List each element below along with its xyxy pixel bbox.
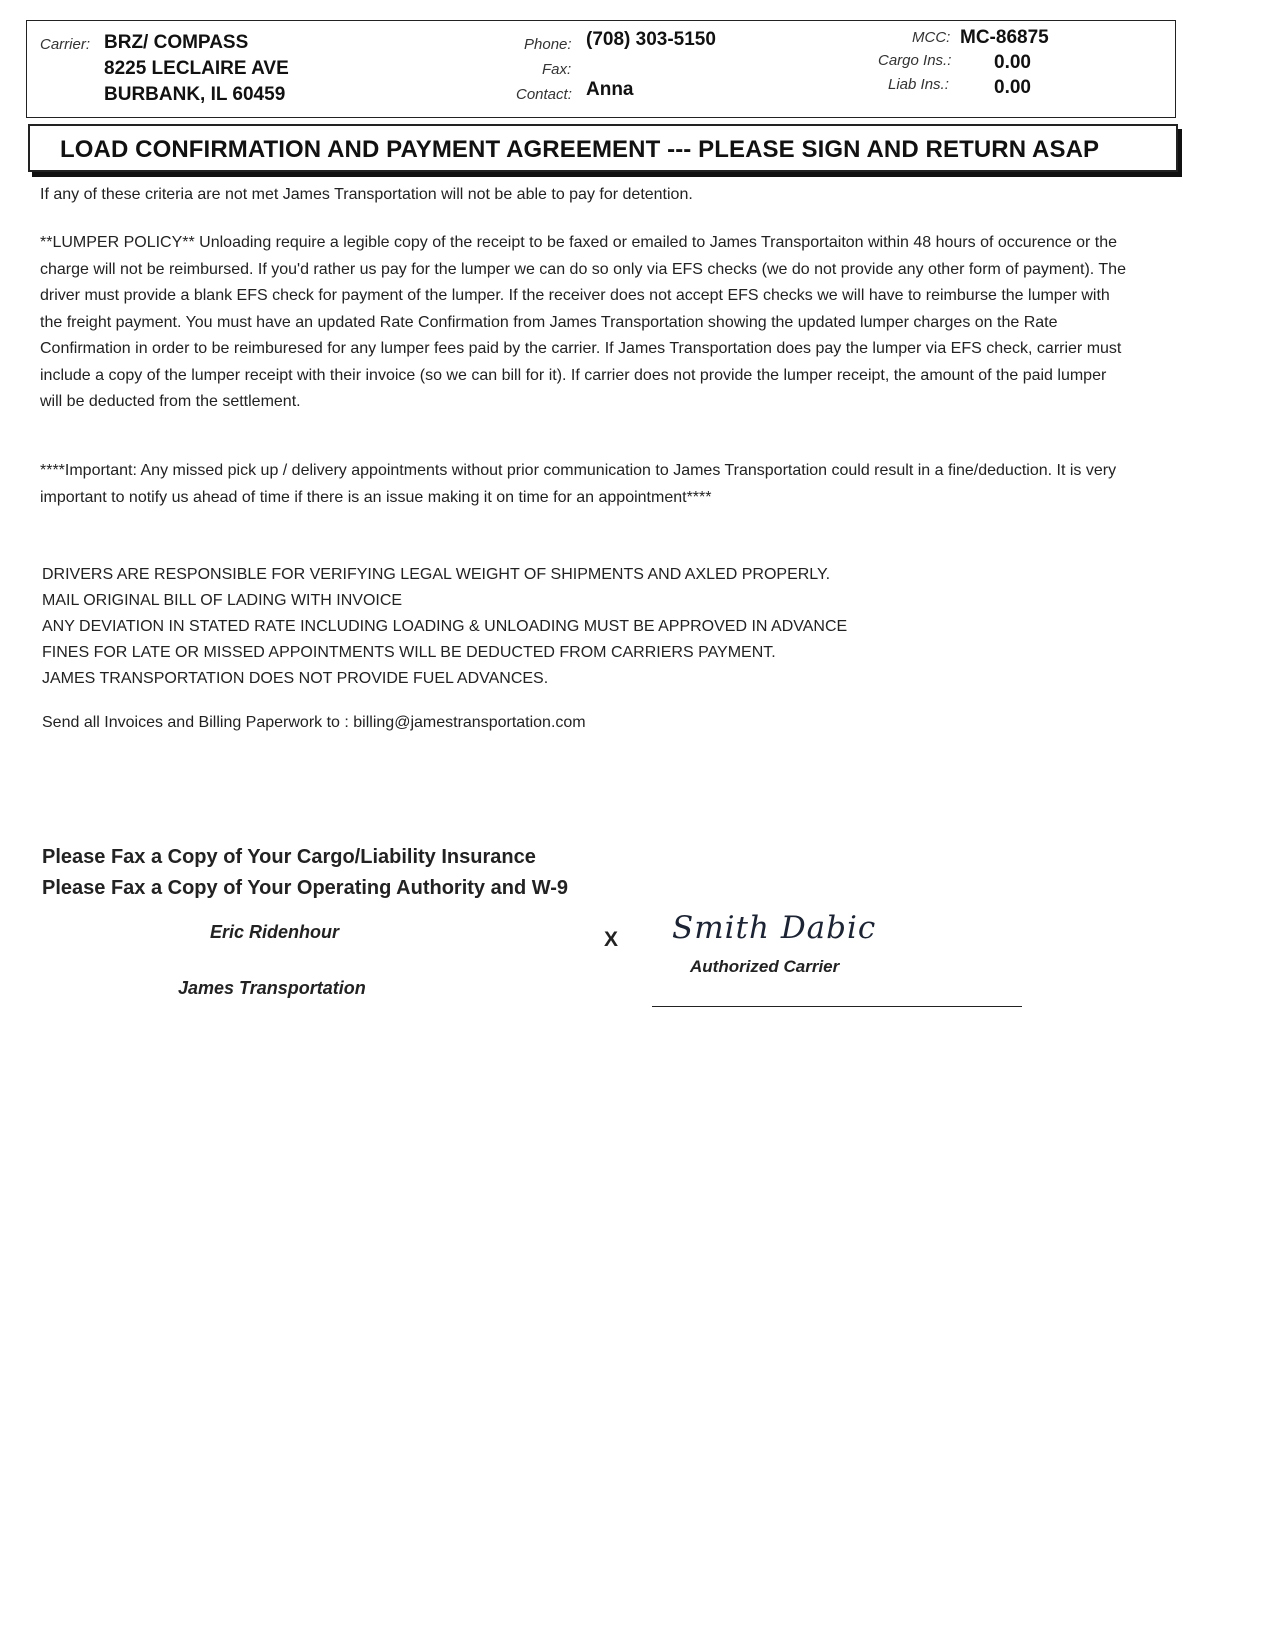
requirement-item: JAMES TRANSPORTATION DOES NOT PROVIDE FUEL ADVANCES. <box>42 670 549 687</box>
billing-instructions: Send all Invoices and Billing Paperwork to : billing@jamestransportation.com <box>42 714 586 731</box>
signature-line <box>652 1006 1022 1007</box>
detention-note: If any of these criteria are not met James Transportation will not be able to pay for detention. <box>40 186 693 203</box>
carrier-handwritten-signature: Smith Dabic <box>672 910 877 946</box>
requirement-item: FINES FOR LATE OR MISSED APPOINTMENTS WILL BE DEDUCTED FROM CARRIERS PAYMENT. <box>42 644 776 661</box>
agreement-title-box <box>28 124 1178 172</box>
requirement-item: ANY DEVIATION IN STATED RATE INCLUDING LOADING & UNLOADING MUST BE APPROVED IN ADVANCE <box>42 618 848 635</box>
liab-ins-label: Liab Ins.: <box>888 76 949 93</box>
carrier-address-line2: BURBANK, IL 60459 <box>104 84 286 105</box>
carrier-name: BRZ/ COMPASS <box>104 32 249 53</box>
cargo-ins-value: 0.00 <box>994 52 1031 73</box>
cargo-ins-label: Cargo Ins.: <box>878 52 952 69</box>
mcc-value: MC-86875 <box>960 27 1049 48</box>
fax-insurance-request: Please Fax a Copy of Your Cargo/Liability Insurance <box>42 846 536 868</box>
signature-x-mark: X <box>604 928 619 951</box>
contact-label: Contact: <box>516 86 572 103</box>
lumper-policy-paragraph: **LUMPER POLICY** Unloading require a legible copy of the receipt to be faxed or emailed to James Transportaiton within 48 hours of occurence or the charge will not be reimbursed. If you'd rather us pay for the lumper we can do so only via EFS checks (we do not provide any other form of payment). The driver must provide a blank EFS check for payment of the lumper. If the receiver does not accept EFS checks we will have to reimburse the lumper with the freight payment. You must have an updated Rate Confirmation from James Transportation showing the updated lumper charges on the Rate Confirmation in order to be reimburesed for any lumper fees paid by the carrier. If James Transportation does pay the lumper via EFS check, carrier must include a copy of the lumper receipt with their invoice (so we can bill for it). If carrier does not provide the lumper receipt, the amount of the paid lumper will be deducted from the settlement. <box>40 234 1126 410</box>
fax-authority-request: Please Fax a Copy of Your Operating Authority and W-9 <box>42 877 568 899</box>
mcc-label: MCC: <box>912 29 951 46</box>
agreement-title: LOAD CONFIRMATION AND PAYMENT AGREEMENT --- PLEASE SIGN AND RETURN ASAP <box>60 136 1100 163</box>
authorized-carrier-caption: Authorized Carrier <box>690 957 840 976</box>
contact-value: Anna <box>586 79 634 100</box>
liab-ins-value: 0.00 <box>994 77 1031 98</box>
phone-value: (708) 303-5150 <box>586 29 716 50</box>
requirement-item: DRIVERS ARE RESPONSIBLE FOR VERIFYING LEGAL WEIGHT OF SHIPMENTS AND AXLED PROPERLY. <box>42 566 831 583</box>
carrier-label: Carrier: <box>40 36 91 53</box>
important-note-paragraph: ****Important: Any missed pick up / delivery appointments without prior communication to James Transportation could result in a fine/deduction. It is very important to notify us ahead of time if there is an issue making it on time for an appointment**** <box>40 462 1117 506</box>
fax-label: Fax: <box>542 61 572 78</box>
requirement-item: MAIL ORIGINAL BILL OF LADING WITH INVOICE <box>42 592 403 609</box>
phone-label: Phone: <box>524 36 572 53</box>
carrier-address-line1: 8225 LECLAIRE AVE <box>104 58 289 79</box>
requirements-list <box>42 562 847 692</box>
broker-company-name: James Transportation <box>178 978 366 998</box>
broker-signer-name: Eric Ridenhour <box>210 922 340 942</box>
